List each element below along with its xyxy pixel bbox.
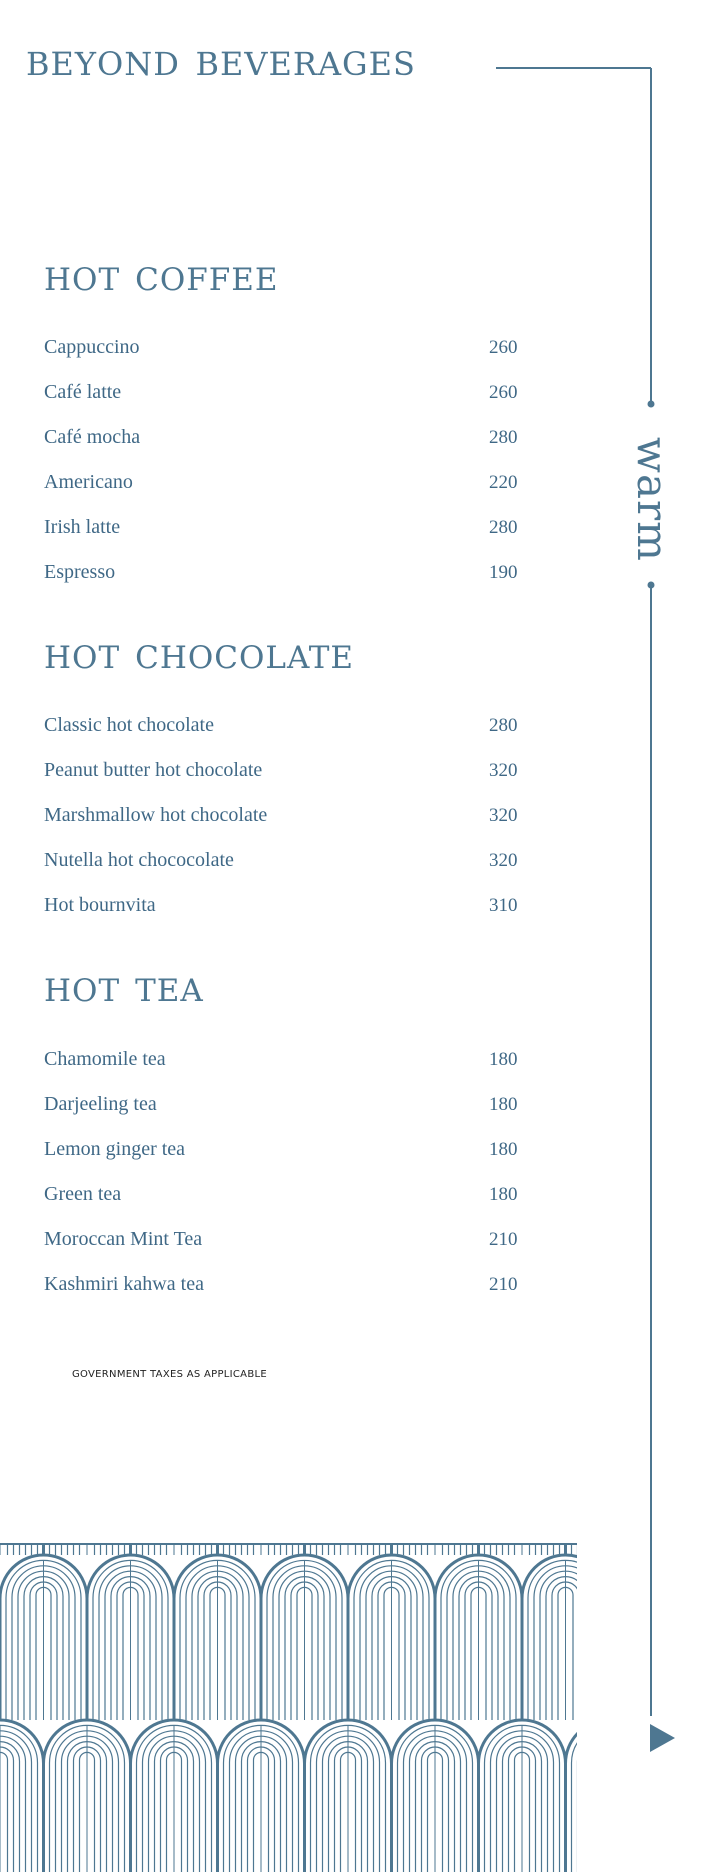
arch-stroke: [0, 1752, 8, 1872]
item-name: Hot bournvita: [44, 894, 156, 916]
menu-item: [44, 848, 534, 893]
menu-item: [44, 758, 534, 803]
item-price: 310: [489, 895, 518, 916]
item-name: Classic hot chocolate: [44, 714, 214, 736]
item-price: 190: [489, 562, 518, 583]
page-title: beyond beverages: [26, 32, 416, 86]
item-name: Nutella hot chococolate: [44, 849, 234, 871]
menu-item: [44, 470, 534, 515]
item-price: 210: [489, 1274, 518, 1295]
menu-item: [44, 1227, 534, 1272]
menu-item: [44, 803, 534, 848]
item-name: Marshmallow hot chocolate: [44, 804, 268, 826]
menu-item: [44, 713, 534, 758]
item-price: 180: [489, 1139, 518, 1160]
arch-stroke: [546, 1577, 577, 1720]
arch-stroke: [522, 1555, 577, 1720]
menu-item: [44, 425, 534, 470]
hot-coffee-list: [44, 335, 534, 605]
menu-item: [44, 1137, 534, 1182]
item-name: Irish latte: [44, 516, 121, 538]
item-price: 210: [489, 1229, 518, 1250]
item-name: Cappuccino: [44, 336, 140, 358]
item-price: 280: [489, 517, 518, 538]
arrowhead-triangle-icon: [650, 1724, 675, 1752]
menu-item: [44, 1092, 534, 1137]
menu-item: [44, 515, 534, 560]
art-deco-arch-pattern: [0, 1543, 577, 1872]
item-price: 260: [489, 382, 518, 403]
item-price: 320: [489, 850, 518, 871]
menu-item: [44, 1182, 534, 1227]
item-price: 180: [489, 1049, 518, 1070]
section-heading-hot-coffee: hot coffee: [44, 250, 279, 301]
menu-item: [44, 1272, 534, 1317]
item-price: 260: [489, 337, 518, 358]
item-name: Green tea: [44, 1183, 122, 1205]
hot-chocolate-list: [44, 713, 534, 938]
item-price: 220: [489, 472, 518, 493]
item-name: Darjeeling tea: [44, 1093, 157, 1115]
arch-stroke: [0, 1731, 32, 1872]
arch-stroke: [0, 1742, 20, 1872]
item-price: 180: [489, 1184, 518, 1205]
menu-item: [44, 335, 534, 380]
item-name: Café latte: [44, 381, 122, 403]
menu-item: [44, 560, 534, 605]
section-heading-hot-chocolate: hot chocolate: [44, 628, 354, 679]
hot-tea-list: [44, 1047, 534, 1317]
menu-item: [44, 380, 534, 425]
item-name: Americano: [44, 471, 133, 493]
item-name: Espresso: [44, 561, 116, 583]
section-heading-hot-tea: hot tea: [44, 961, 204, 1012]
item-price: 180: [489, 1094, 518, 1115]
rail-dot-upper-icon: [648, 401, 655, 408]
tax-note: GOVERNMENT TAXES AS APPLICABLE: [72, 1369, 267, 1380]
item-price: 320: [489, 805, 518, 826]
item-name: Kashmiri kahwa tea: [44, 1273, 204, 1295]
arch-stroke: [0, 1747, 14, 1872]
item-name: Peanut butter hot chocolate: [44, 759, 263, 781]
item-name: Chamomile tea: [44, 1048, 166, 1070]
item-name: Moroccan Mint Tea: [44, 1228, 203, 1250]
menu-item: [44, 1047, 534, 1092]
item-name: Lemon ginger tea: [44, 1138, 186, 1160]
item-price: 280: [489, 427, 518, 448]
rail-dot-lower-icon: [648, 582, 655, 589]
item-price: 320: [489, 760, 518, 781]
item-name: Café mocha: [44, 426, 141, 448]
arch-stroke: [572, 1725, 578, 1872]
item-price: 280: [489, 715, 518, 736]
side-label: warm: [628, 437, 677, 562]
menu-item: [44, 893, 534, 938]
